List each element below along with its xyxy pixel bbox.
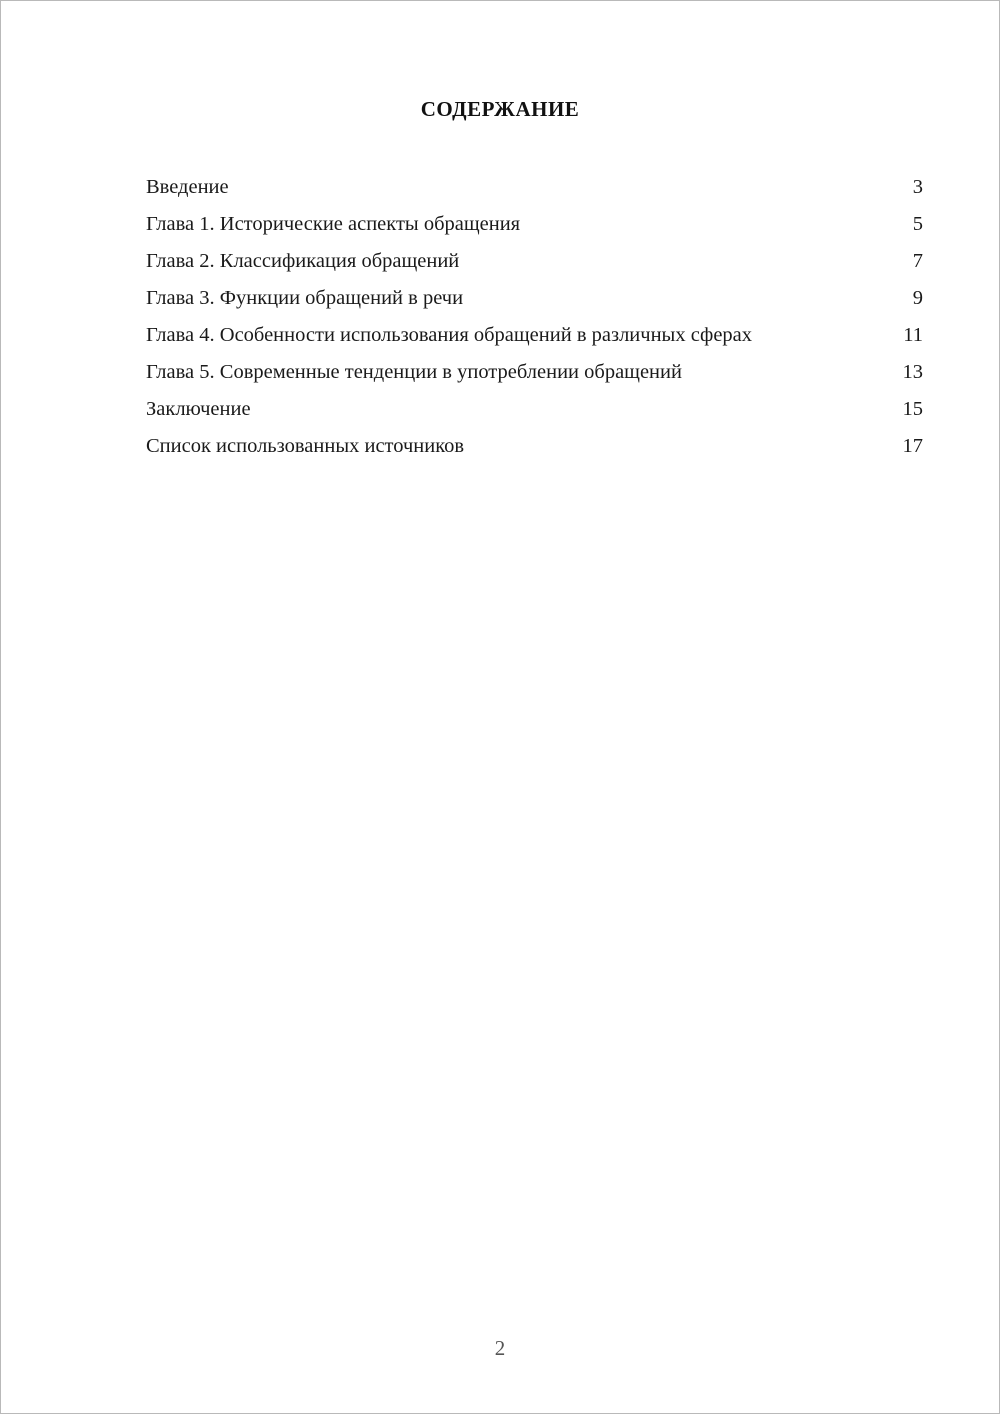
toc-entry-page: 17: [902, 435, 923, 457]
toc-entry-label: Глава 5. Современные тенденции в употреблении обращений: [146, 361, 682, 383]
toc-entry-page: 13: [902, 361, 923, 383]
toc-entry-sources: [146, 428, 923, 465]
toc-entry-label: Заключение: [146, 398, 251, 420]
toc-entry-page: 3: [912, 176, 923, 198]
toc-entry-page: 15: [902, 398, 923, 420]
toc-entry-chapter-1: [146, 206, 923, 243]
page-title: СОДЕРЖАНИЕ: [420, 97, 580, 121]
toc-entry-label: Глава 3. Функции обращений в речи: [146, 287, 464, 309]
toc-entry-label: Глава 4. Особенности использования обращений в различных сферах: [146, 324, 753, 346]
toc-entry-label: Введение: [146, 176, 229, 198]
toc-entry-label: Глава 2. Классификация обращений: [146, 250, 460, 272]
toc-entry-page: 11: [903, 324, 923, 346]
toc-entry-introduction: [146, 169, 923, 206]
toc-entry-chapter-3: [146, 280, 923, 317]
toc-entry-page: 5: [912, 213, 923, 235]
toc-entry-chapter-2: [146, 243, 923, 280]
toc-entry-conclusion: [146, 391, 923, 428]
toc-entry-page: 9: [912, 287, 923, 309]
table-of-contents: [146, 169, 923, 465]
toc-entry-chapter-5: [146, 354, 923, 391]
page-number: 2: [494, 1336, 506, 1360]
toc-entry-label: Список использованных источников: [146, 435, 465, 457]
toc-entry-page: 7: [912, 250, 923, 272]
toc-entry-label: Глава 1. Исторические аспекты обращения: [146, 213, 521, 235]
toc-entry-chapter-4: [146, 317, 923, 354]
